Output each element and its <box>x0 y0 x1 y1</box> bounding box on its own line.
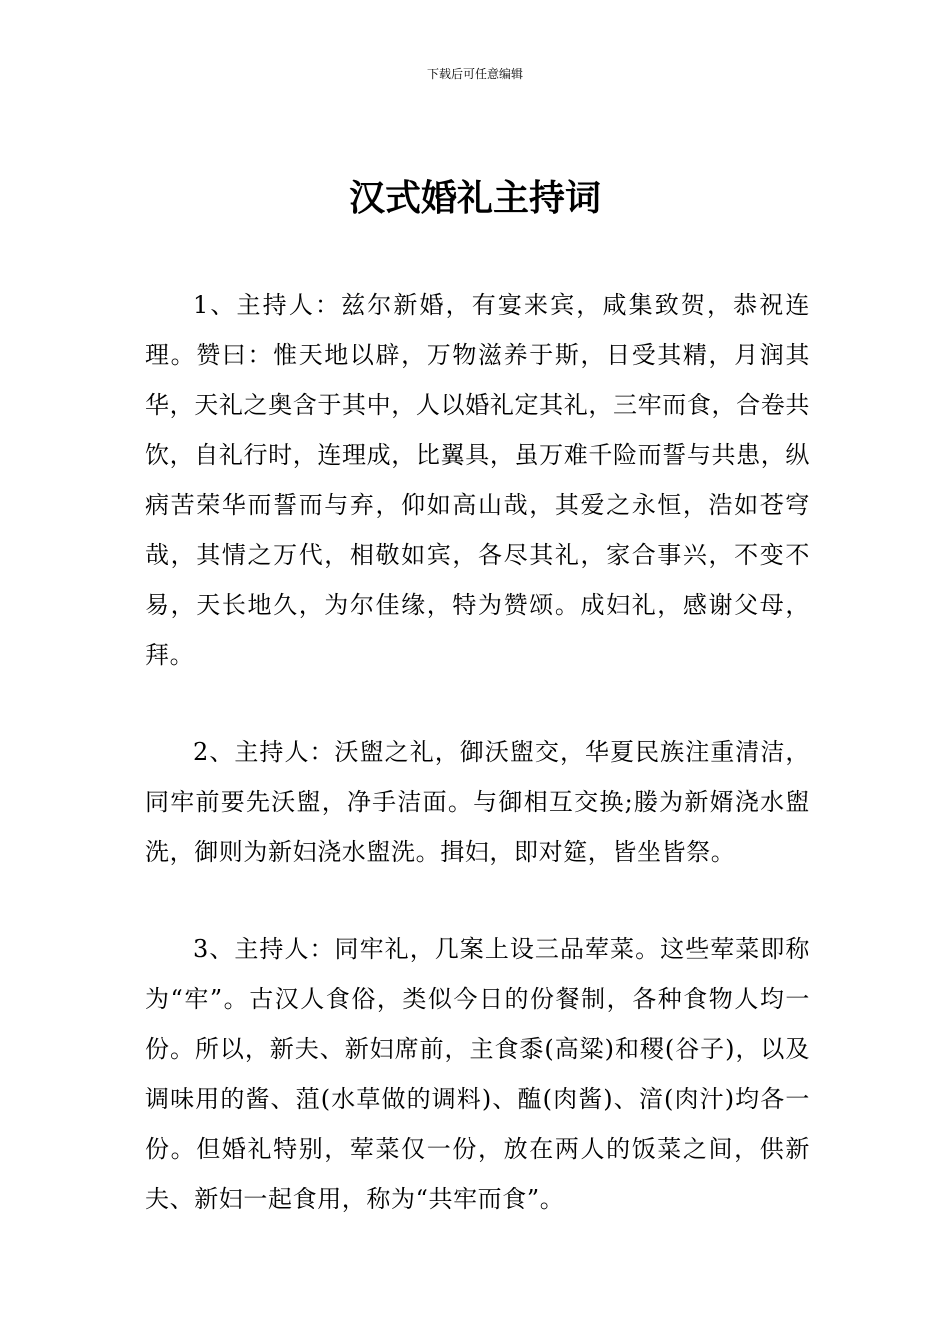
paragraph-1: 1、主持人：兹尔新婚，有宴来宾，咸集致贺，恭祝连理。赞曰：惟天地以辟，万物滋养于斯，日受其精，月润其华，天礼之奥含于其中，人以婚礼定其礼，三牢而食，合卷共饮，自礼行时，连理成，比翼具，虽万难千险而誓与共患，纵病苦荣华而誓而与弃，仰如高山哉，其爱之永恒，浩如苍穹哉，其情之万代，相敬如宾，各尽其礼，家合事兴，不变不易，天长地久，为尔佳缘，特为赞颂。成妇礼，感谢父母，拜。 <box>145 291 810 669</box>
document-body <box>145 280 810 1271</box>
document-title: 汉式婚礼主持词 <box>348 178 601 219</box>
paragraph-3: 3、主持人：同牢礼，几案上设三品荤菜。这些荤菜即称为“牢”。古汉人食俗，类似今日的份餐制，各种食物人均一份。所以，新夫、新妇席前，主食黍(高粱)和稷(谷子)，以及调味用的酱、菹(水草做的调料)、醢(肉酱)、湆(肉汁)均各一份。但婚礼特别，荤菜仅一份，放在两人的饭菜之间，供新夫、新妇一起食用，称为“共牢而食”。 <box>145 935 810 1213</box>
paragraph-2: 2、主持人：沃盥之礼，御沃盥交，华夏民族注重清洁，同牢前要先沃盥，净手洁面。与御相互交换;媵为新婿浇水盥洗，御则为新妇浇水盥洗。揖妇，即对筵，皆坐皆祭。 <box>145 738 810 866</box>
header-note: 下载后可任意编辑 <box>426 67 523 81</box>
